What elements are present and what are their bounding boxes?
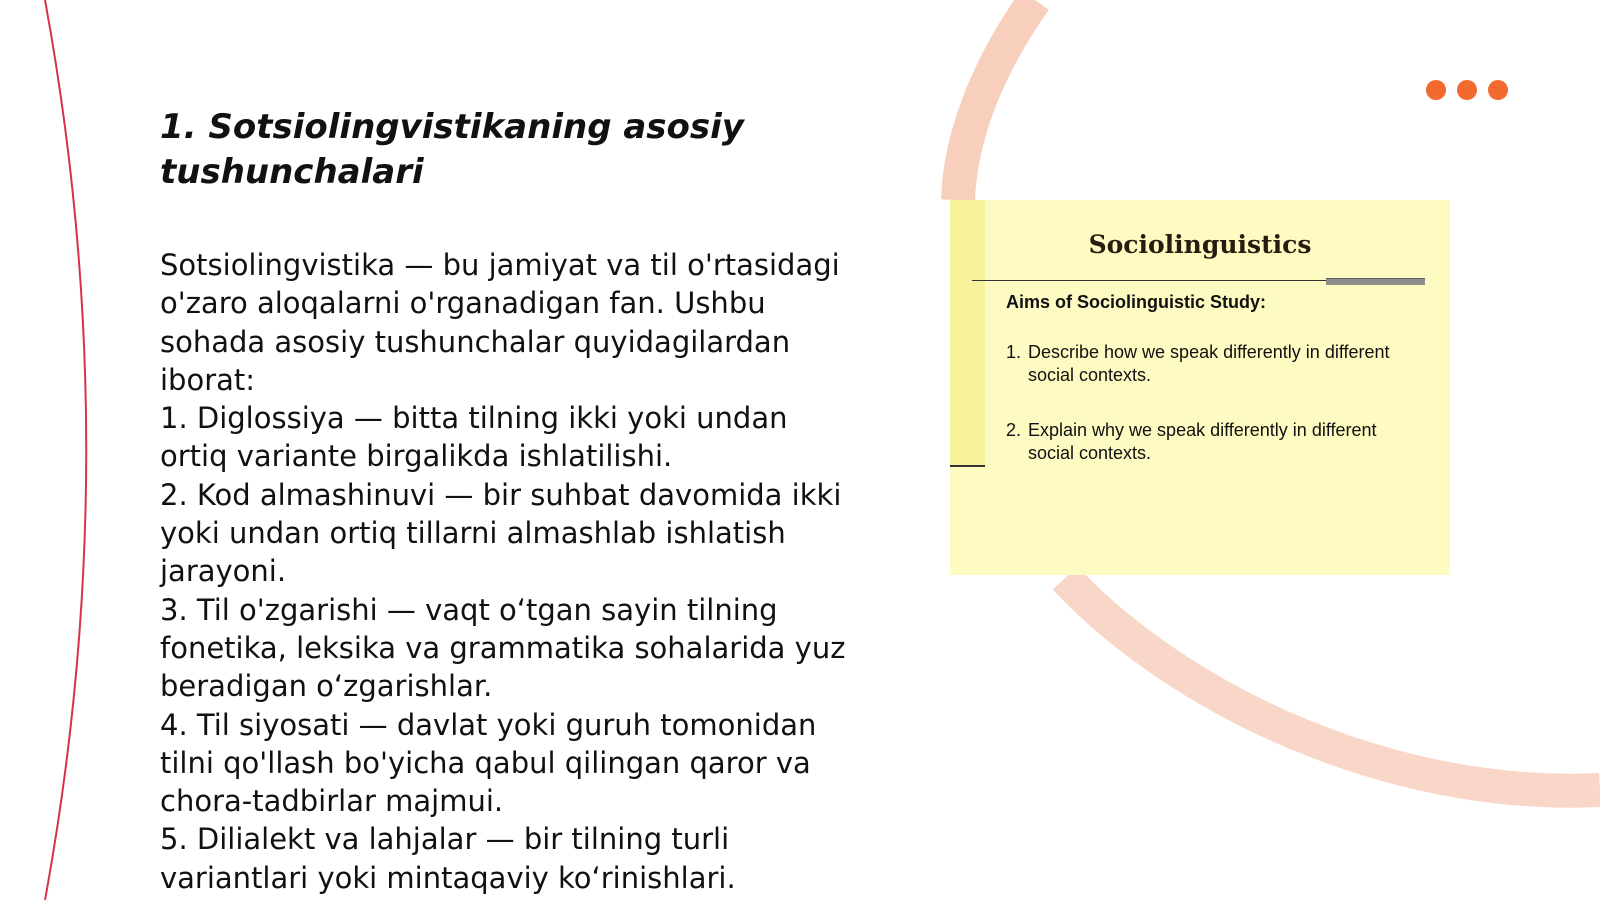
dot-1 [1426, 80, 1446, 100]
aim-number: 1. [1006, 342, 1022, 362]
sociolinguistics-card-image [950, 200, 1450, 575]
aim-item-2 [1006, 419, 1426, 465]
peach-arc-lower [1065, 578, 1600, 791]
decorative-dots [1426, 80, 1508, 100]
concept-item-1: 1. Diglossiya — bitta tilning ikki yoki undan ortiq variante birgalikda ishlatilishi. [160, 401, 788, 474]
concept-item-4: 4. Til siyosati — davlat yoki guruh tomonidan tilni qo'llash bo'yicha qabul qilingan qaror va chora-tadbirlar majmui. [160, 707, 817, 819]
card-divider-accent [1326, 278, 1425, 285]
intro-paragraph: Sotsiolingvistika — bu jamiyat va til o'rtasidagi o'zaro aloqalarni o'rganadigan fan. Ushbu sohada asosiy tushunchalar quyidagilardan iborat: [160, 248, 840, 397]
aim-text: Explain why we speak differently in different social contexts. [1028, 420, 1377, 463]
aim-text: Describe how we speak differently in different social contexts. [1028, 342, 1390, 385]
concept-item-2: 2. Kod almashinuvi — bir suhbat davomida ikki yoki undan ortiq tillarni almashlab ishlatish jarayoni. [160, 477, 842, 589]
aim-item-1 [1006, 341, 1426, 387]
card-title: Sociolinguistics [1088, 230, 1312, 259]
aim-number: 2. [1006, 420, 1022, 440]
card-side-bar-rule [950, 465, 985, 467]
dot-2 [1457, 80, 1477, 100]
slide-body [160, 246, 850, 897]
card-subtitle: Aims of Sociolinguistic Study: [1006, 292, 1267, 312]
concept-item-3: 3. Til o'zgarishi — vaqt oʻtgan sayin tilning fonetika, leksika va grammatika sohalarida yuz beradigan oʻzgarishlar. [160, 592, 846, 704]
slide-title-line-2: tushunchalari [160, 152, 424, 192]
dot-3 [1488, 80, 1508, 100]
concept-item-5: 5. Dilialekt va lahjalar — bir tilning turli variantlari yoki mintaqaviy koʻrinishlari. [160, 822, 736, 895]
slide-title-line-1: 1. Sotsiolingvistikaning asosiy [160, 107, 744, 147]
left-red-curve [45, 0, 86, 900]
peach-arc-upper [958, 0, 1035, 200]
slide-title [160, 105, 860, 195]
